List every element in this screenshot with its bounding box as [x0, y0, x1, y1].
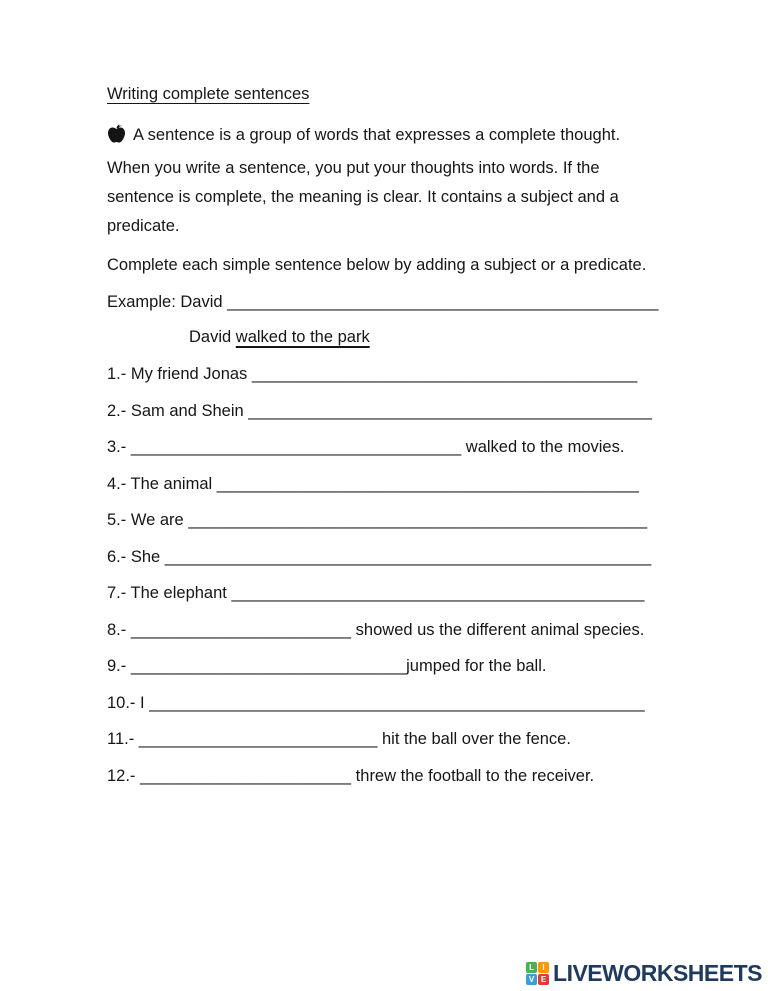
example-fill-blank[interactable]: _______________________________________________ — [227, 293, 659, 311]
item-text: 7.- The elephant — [107, 584, 232, 602]
worksheet-item-1 — [107, 360, 659, 389]
fill-blank[interactable]: ____________________________________ — [130, 438, 462, 456]
worksheet-item-5 — [107, 506, 659, 535]
item-text: 4.- The animal — [107, 474, 217, 493]
logo-square-i: I — [538, 962, 549, 973]
fill-blank[interactable]: ____________________________________________ — [248, 401, 653, 420]
worksheet-content — [107, 80, 659, 798]
item-text: 10.- I — [107, 693, 150, 712]
item-text: 6.- She — [107, 547, 165, 566]
fill-blank[interactable]: _______________________ — [140, 766, 352, 785]
item-text: 5.- We are — [107, 511, 189, 529]
example-answer-prefix: David — [189, 328, 236, 346]
worksheet-item-9 — [107, 652, 659, 681]
definition-paragraph — [107, 121, 659, 241]
fill-blank[interactable]: ______________________________________________ — [216, 474, 639, 493]
item-text: 11.- — [107, 730, 139, 748]
liveworksheets-footer[interactable] — [526, 960, 762, 987]
item-text: 8.- — [107, 620, 131, 639]
apple-icon — [107, 123, 126, 154]
definition-text: A sentence is a group of words that expresses a complete thought. When you write a sentence, you put your thoughts into words. If the sentence is complete, the meaning is clear. It contains a subject and a predicate. — [107, 126, 621, 235]
fill-blank[interactable]: ______________________________________________________ — [149, 693, 645, 712]
item-text: 12.- — [107, 766, 141, 785]
item-text: showed us the different animal species. — [351, 620, 645, 639]
instruction-paragraph: Complete each simple sentence below by adding a subject or a predicate. — [107, 256, 647, 274]
item-text: 2.- Sam and Shein — [107, 401, 249, 420]
item-text: jumped for the ball. — [406, 657, 547, 675]
example-answer-underlined: walked to the park — [235, 328, 370, 346]
item-text: threw the football to the receiver. — [351, 766, 595, 785]
item-text: walked to the movies. — [461, 438, 625, 456]
logo-square-e: E — [538, 974, 549, 985]
item-text: 9.- — [107, 657, 131, 675]
item-text: 3.- — [107, 438, 131, 456]
worksheet-item-7 — [107, 579, 659, 608]
logo-square-v: V — [526, 974, 537, 985]
example-prompt: Example: David — [107, 293, 228, 311]
fill-blank[interactable]: ________________________ — [130, 620, 352, 639]
page-title: Writing complete sentences — [107, 85, 310, 103]
worksheet-item-8 — [107, 616, 659, 645]
worksheet-item-11 — [107, 725, 659, 754]
liveworksheets-wordmark: LIVEWORKSHEETS — [553, 960, 762, 986]
worksheet-item-10 — [107, 689, 659, 718]
fill-blank[interactable]: _____________________________________________________ — [164, 547, 652, 566]
fill-blank[interactable]: __________________________ — [138, 730, 378, 748]
example-line — [107, 288, 659, 317]
fill-blank[interactable]: _____________________________________________ — [231, 584, 645, 602]
fill-blank[interactable]: __________________________________________________ — [188, 511, 648, 529]
page-title-row — [107, 80, 659, 121]
fill-blank[interactable]: __________________________________________ — [251, 365, 638, 383]
logo-square-l: L — [526, 962, 537, 973]
worksheet-item-3 — [107, 433, 659, 462]
worksheet-item-2 — [107, 397, 659, 426]
worksheet-item-4 — [107, 470, 659, 499]
example-answer-line — [189, 323, 659, 352]
worksheet-item-12 — [107, 762, 659, 791]
item-text: hit the ball over the fence. — [377, 730, 571, 748]
worksheet-item-6 — [107, 543, 659, 572]
liveworksheets-logo-icon — [526, 962, 549, 985]
item-text: 1.- My friend Jonas — [107, 365, 252, 383]
fill-blank[interactable]: ______________________________ — [130, 657, 407, 675]
